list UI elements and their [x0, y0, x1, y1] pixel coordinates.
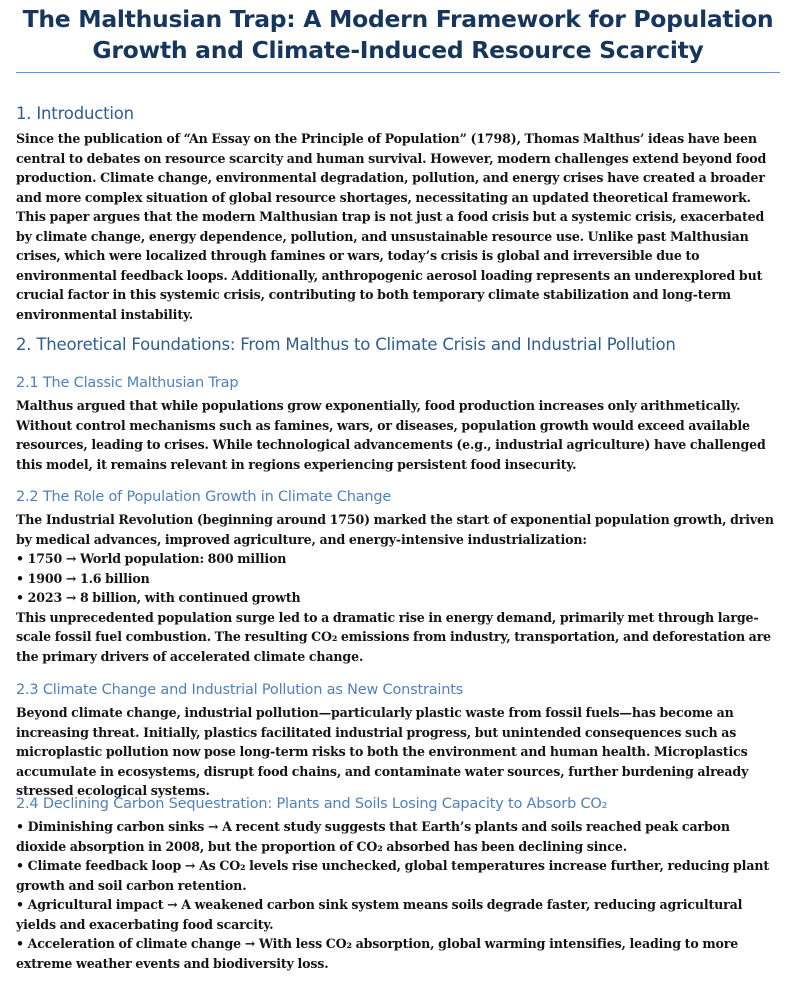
- section-theoretical-foundations: [16, 335, 780, 355]
- subsection-heading: 2.2 The Role of Population Growth in Climate Change: [16, 489, 392, 505]
- list-item: • Agricultural impact → A weakened carbon sink system means soils degrade faster, reducing agricultural yields and exacerbating food scarcity.: [16, 897, 743, 932]
- document-title: The Malthusian Trap: A Modern Framework for Population Growth and Climate-Induced Resource Scarcity: [22, 5, 774, 64]
- paragraph: This unprecedented population surge led to a dramatic rise in energy demand, primarily met through large-scale fossil fuel combustion. The resulting CO₂ emissions from industry, transportation, and deforestation are the primary drivers of accelerated climate change.: [16, 609, 772, 664]
- subsection-declining-carbon-sequestration: [16, 795, 780, 973]
- list-item: • 1750 → World population: 800 million: [16, 551, 287, 566]
- title-divider: [16, 72, 780, 73]
- list-item: • 2023 → 8 billion, with continued growth: [16, 590, 301, 605]
- list-item: • 1900 → 1.6 billion: [16, 570, 150, 586]
- subsection-heading: 2.3 Climate Change and Industrial Pollution as New Constraints: [16, 682, 464, 698]
- subsection-population-growth-climate: [16, 488, 780, 666]
- section-heading: 2. Theoretical Foundations: From Malthus to Climate Crisis and Industrial Pollution: [16, 335, 676, 354]
- list-item: • Acceleration of climate change → With less CO₂ absorption, global warming intensifies, leading to more extreme weather events and biodiversity loss.: [16, 936, 739, 971]
- list-item: • Diminishing carbon sinks → A recent study suggests that Earth’s plants and soils reached peak carbon dioxide absorption in 2008, but the proportion of CO₂ absorbed has been declining since.: [16, 819, 730, 854]
- section-heading: 1. Introduction: [16, 104, 134, 123]
- paragraph: This paper argues that the modern Malthusian trap is not just a food crisis but a systemic crisis, exacerbated by climate change, energy dependence, pollution, and unsustainable resource use. Unlike past Malthusian crises, which were localized through famines or wars, today’s crisis is global and irreversible due to environmental feedback loops. Additionally, anthropogenic aerosol loading represents an underexplored but crucial factor in this systemic crisis, contributing to both temporary climate stabilization and long-term environmental instability.: [16, 209, 765, 322]
- subsection-heading: 2.1 The Classic Malthusian Trap: [16, 375, 239, 391]
- section-introduction: [16, 104, 780, 324]
- subsection-classic-malthusian-trap: [16, 374, 780, 474]
- paragraph: The Industrial Revolution (beginning around 1750) marked the start of exponential population growth, driven by medical advances, improved agriculture, and energy-intensive industrialization:: [16, 512, 774, 547]
- paragraph: Beyond climate change, industrial pollution—particularly plastic waste from fossil fuels—has become an increasing threat. Initially, plastics facilitated industrial progress, but unintended consequences such as microplastic pollution now pose long-term risks to both the environment and human health. Microplastics accumulate in ecosystems, disrupt food chains, and contaminate water sources, further burdening already stressed ecological systems.: [16, 705, 749, 798]
- list-item: • Climate feedback loop → As CO₂ levels rise unchecked, global temperatures increase further, reducing plant growth and soil carbon retention.: [16, 858, 769, 893]
- subsection-heading: 2.4 Declining Carbon Sequestration: Plants and Soils Losing Capacity to Absorb CO₂: [16, 796, 608, 812]
- document-page: [16, 0, 780, 971]
- paragraph: Since the publication of “An Essay on the Principle of Population” (1798), Thomas Malthus’ ideas have been central to debates on resource scarcity and human survival. However, modern challenges extend beyond food production. Climate change, environmental degradation, pollution, and energy crises have created a broader and more complex situation of global resource shortages, necessitating an updated theoretical framework.: [16, 131, 767, 205]
- subsection-climate-industrial-pollution: [16, 681, 780, 801]
- paragraph: Malthus argued that while populations grow exponentially, food production increases only arithmetically. Without control mechanisms such as famines, wars, or diseases, population growth would exceed available resources, leading to crises. While technological advancements (e.g., industrial agriculture) have challenged this model, it remains relevant in regions experiencing persistent food insecurity.: [16, 398, 766, 472]
